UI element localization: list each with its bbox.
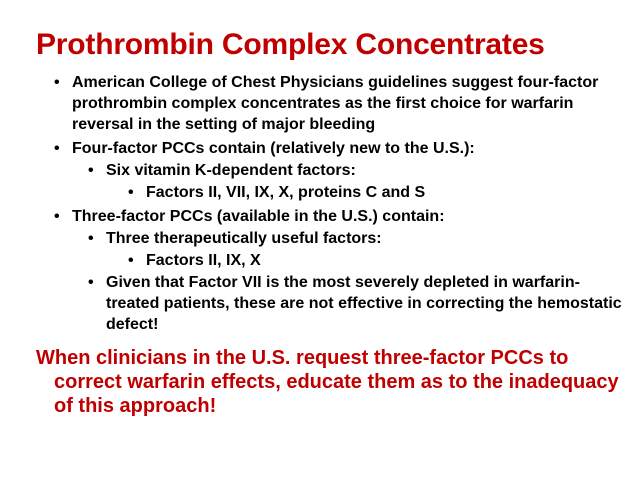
bullet-dot: • xyxy=(88,162,94,179)
sub-sub-bullet-factors-list-three xyxy=(36,250,626,271)
bullet-dot: • xyxy=(54,140,60,157)
bullet-text: Given that Factor VII is the most severely depleted in warfarin-treated patients, these are not effective in correcting the hemostatic defect! xyxy=(106,274,622,333)
sub-bullet-three-factors xyxy=(36,228,626,249)
bullet-list xyxy=(36,72,626,335)
bullet-dot: • xyxy=(128,252,134,269)
bullet-dot: • xyxy=(88,230,94,247)
bullet-text: Six vitamin K-dependent factors: xyxy=(106,162,356,179)
sub-bullet-six-factors xyxy=(36,160,626,181)
sub-sub-bullet-factors-list-four xyxy=(36,182,626,203)
bullet-three-factor xyxy=(36,206,626,227)
sub-bullet-factor-vii xyxy=(36,272,626,335)
slide-title: Prothrombin Complex Concentrates xyxy=(36,28,545,61)
bullet-text: American College of Chest Physicians guidelines suggest four-factor prothrombin complex concentrates as the first choice for warfarin reversal in the setting of major bleeding xyxy=(72,74,599,133)
bullet-dot: • xyxy=(54,208,60,225)
bullet-text: Four-factor PCCs contain (relatively new to the U.S.): xyxy=(72,140,475,157)
bullet-four-factor xyxy=(36,138,626,159)
bullet-dot: • xyxy=(128,184,134,201)
conclusion-text: When clinicians in the U.S. request three-factor PCCs to correct warfarin effects, educate them as to the inadequacy of this approach! xyxy=(36,347,619,417)
bullet-text: Factors II, VII, IX, X, proteins C and S xyxy=(146,184,426,201)
bullet-text: Factors II, IX, X xyxy=(146,252,261,269)
bullet-dot: • xyxy=(54,74,60,91)
bullet-accp-guidelines xyxy=(36,72,626,135)
bullet-text: Three therapeutically useful factors: xyxy=(106,230,382,247)
bullet-text: Three-factor PCCs (available in the U.S.) contain: xyxy=(72,208,445,225)
bullet-dot: • xyxy=(88,274,94,291)
